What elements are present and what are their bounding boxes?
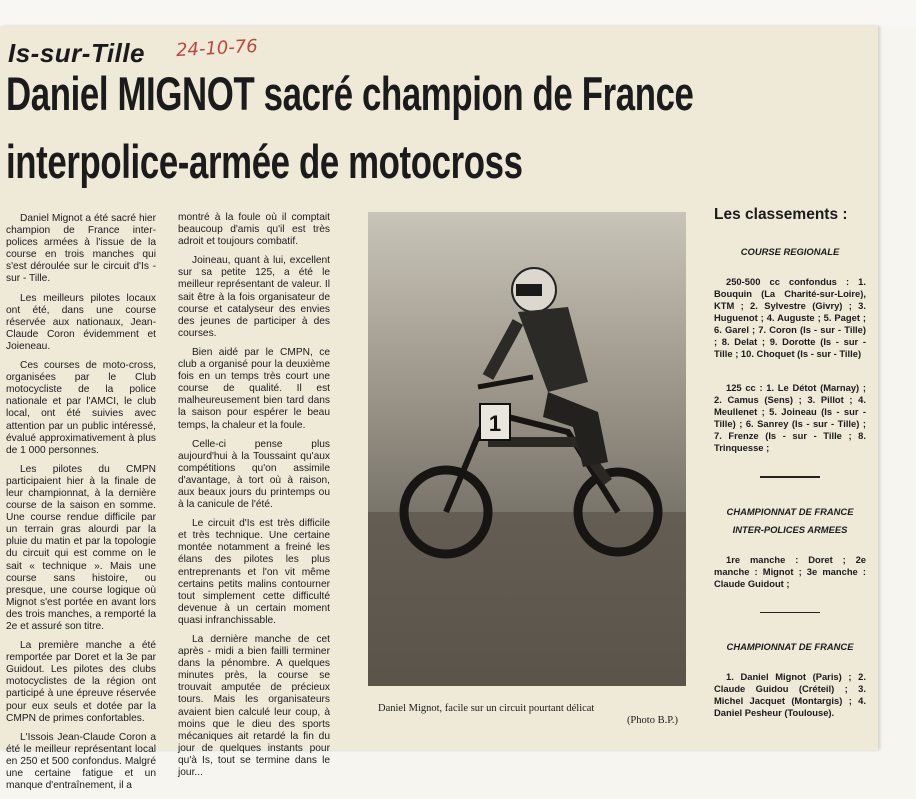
- photo-credit: (Photo B.P.): [626, 715, 678, 726]
- motocross-photo: [368, 212, 686, 686]
- results-title: Les classements :: [714, 206, 848, 223]
- paragraph: La dernière manche de cet après - midi a bien failli terminer dans la pénombre. A quelques minutes près, la course se trouvait amputée de précieux tours. Mais les organisateurs avaient bien calculé leur coup, à moins que le dieu des sports mécaniques ait retardé la fin du jour de quelques instants pour qu'à Is, tout se termine dans le jour...: [178, 634, 330, 779]
- plate-number: 1: [488, 411, 502, 436]
- paragraph: La première manche a été remportée par Doret et la 3e par Guidout. Les pilotes des clubs motocyclistes de la région ont participé à une épreuve réservée pour eux seuls et dotée par la CMPN de primes confortables.: [6, 640, 156, 724]
- location-kicker: Is-sur-Tille: [8, 38, 146, 68]
- paragraph: Ces courses de moto-cross, organisées par le Club motocycliste de la police nationale et par l'AMCI, le club local, ont été suivies avec attention par un public intéressé, évalué approximativement à plus de 1 000 personnes.: [6, 360, 156, 456]
- photo-caption: [378, 703, 678, 727]
- headline-line-2: interpolice-armée de motocross: [6, 135, 523, 188]
- results-interpolice: 1re manche : Doret ; 2e manche : Mignot ; 3e manche : Claude Guidout ;: [714, 553, 866, 589]
- paragraph: Joineau, quant à lui, excellent sur sa petite 125, a été le meilleur représentant de valeur. Il sait être à la fois organisateur de course et catalyseur des envies des jeunes de participer à des courses.: [178, 255, 330, 339]
- section-heading: CHAMPIONNAT DE FRANCE: [726, 505, 854, 517]
- article-column-2: [178, 212, 330, 786]
- paragraph: Bien aidé par le CMPN, ce club a organisé pour la deuxième fois en un temps très court une course de qualité. Il est malheureusement bien tard dans la saison pour espérer le beau temps, la chaleur et la foule.: [178, 346, 330, 431]
- divider: [760, 476, 820, 478]
- paragraph: Celle-ci pense plus aujourd'hui à la Toussaint qu'aux compétitions qu'on assimile d'avantage, à tort où à raison, aux beaux jours du printemps ou à la canicule de l'été.: [178, 438, 330, 511]
- section-heading: CHAMPIONNAT DE FRANCE: [726, 641, 854, 652]
- results-125: 125 cc : 1. Le Détot (Marnay) ; 2. Camus (Sens) ; 3. Pillot ; 4. Meullenet ; 5. Joineau (Is - sur - Tille) ; 6. Sanrey (Is - sur - Tille) ; 7. Frenze (Is - sur - Tille ; 8. Trinquesse ;: [714, 382, 866, 453]
- paragraph: Daniel Mignot a été sacré hier champion de France inter-polices armées à l'issue de la course en trois manches qui s'est déroulée sur le circuit d'Is - sur - Tille.: [6, 213, 156, 285]
- page-top-margin: [0, 0, 916, 26]
- paragraph: montré à la foule où il comptait beaucoup d'amis qu'il est très adroit et toujours combatif.: [178, 212, 330, 248]
- headline-line-1: Daniel MIGNOT sacré champion de France: [6, 67, 694, 120]
- results-250-500: 250-500 cc confondus : 1. Bouquin (La Charité-sur-Loire), KTM ; 2. Sylvestre (Givry) ; 3. Huguenot ; 4. Auguste ; 5. Paget ; 6. Garel ; 7. Coron (Is - sur - Tille) ; 8. Delat ; 9. Dorotte (Is - sur - Tille ; 10. Choquet (Is - sur - Tille): [714, 276, 866, 359]
- section-heading: COURSE REGIONALE: [740, 246, 840, 257]
- caption-text: Daniel Mignot, facile sur un circuit pourtant délicat: [378, 703, 595, 714]
- paragraph: Les meilleurs pilotes locaux ont été, dans une course réservée aux nationaux, Jean-Claude Coron évidemment et Joieneau.: [6, 292, 156, 352]
- handwritten-date: 24-10-76: [175, 35, 259, 62]
- results-column: [714, 206, 866, 741]
- paragraph: Les pilotes du CMPN participaient hier à la finale de leur championnat, à la dernière course de la saison en somme. Une course rendue difficile par un terrain gras alourdi par la pluie du matin et par la topologie du circuit qui est comme on le sait « technique ». Mais une course sans histoire, ou presque, une course logique où Mignot s'est portée en avant lors des trois manches, a remporté la 2e et assuré son titre.: [6, 463, 156, 632]
- section-heading: INTER-POLICES ARMEES: [732, 523, 848, 535]
- results-championnat: 1. Daniel Mignot (Paris) ; 2. Claude Guidou (Créteil) ; 3. Michel Jacquet (Montargis) ; 4. Daniel Pesheur (Toulouse).: [714, 671, 866, 718]
- rider-illustration: [368, 212, 686, 686]
- article-column-1: [6, 213, 156, 799]
- paragraph: L'Issois Jean-Claude Coron a été le meilleur représentant local en 250 et 500 confondus. Malgré une certaine fatigue et un manque d'entraînement, il a: [6, 731, 156, 792]
- paragraph: Le circuit d'Is est très difficile et très technique. Une certaine montée notamment a freiné les élans des pilotes les plus entreprenants et l'on vit même certains petits malins contourner tout simplement cette difficulté devenue à un certain moment quasi infranchissable.: [178, 518, 330, 626]
- divider: [760, 612, 820, 614]
